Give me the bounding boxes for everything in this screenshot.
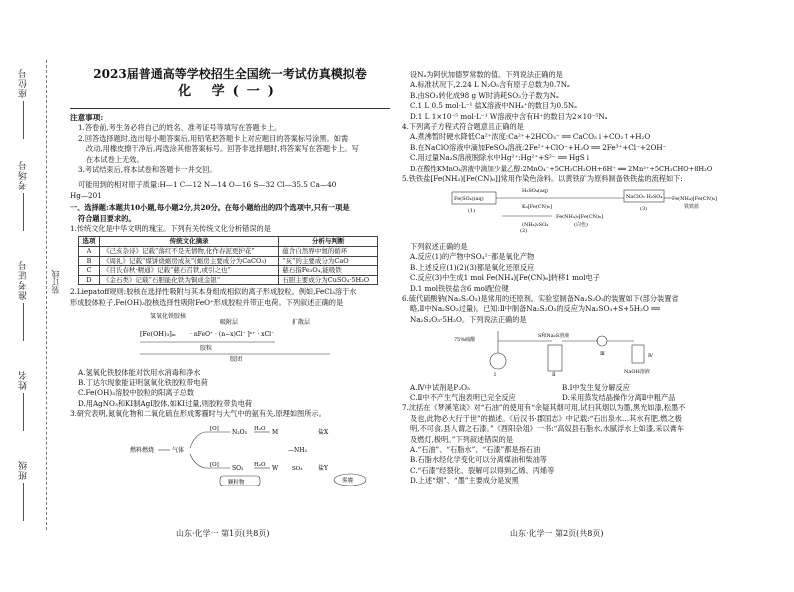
note-item: 3.考试结束后,将本试卷和答题卡一并交回。 xyxy=(78,165,217,175)
question-5-option[interactable]: C.反应(3)中生成1 mol Fe(NH₄)[Fe(CN)₆]转移1 mol电子 xyxy=(410,273,600,283)
question-7-option[interactable]: C.“石漆”经裂化、裂解可以得到乙烯、丙烯等 xyxy=(410,465,555,475)
exam-id-field[interactable]: 准考证号 xyxy=(8,260,38,341)
svg-text:Ⅳ: Ⅳ xyxy=(648,353,653,360)
section1-heading: 符合题目要求的。 xyxy=(78,213,136,223)
svg-text:(NH₄)₂SO₄: (NH₄)₂SO₄ xyxy=(522,222,549,229)
svg-text:Ⅱ: Ⅱ xyxy=(552,372,556,378)
thiosulfate-apparatus-diagram xyxy=(402,327,728,377)
question-4-option[interactable]: B.在NaClO溶液中滴加FeSO₄溶液:2Fe²⁺+ClO⁻+H₂O ══ 2Fe³⁺+Cl⁻+2OH⁻ xyxy=(410,142,667,152)
diagram-label: 胶粒 xyxy=(200,345,213,353)
page-footer-left: 山东·化学一 第1页(共8页) xyxy=(176,529,270,538)
question-6-option[interactable]: A.Ⅳ中试剂是P₂O₅ xyxy=(410,382,470,392)
question-3-cont: 设Nₐ为阿伏加德罗常数的值。下列说法正确的是 xyxy=(410,70,563,79)
question-7-option[interactable]: A.“石油”、“石脂水”、“石漆”都是指石油 xyxy=(410,444,541,454)
svg-text:H₂O: H₂O xyxy=(254,461,266,468)
page-footer-right: 山东·化学一 第2页(共8页) xyxy=(510,529,604,538)
table-row: B 《周礼》记载“煤饼烧蛎房成灰”(蛎房主要成分为CaCO₃) “灰”的主要成分为CaO xyxy=(79,256,378,266)
question-6-option[interactable]: C.Ⅱ中不产生气泡表明已完全反应 xyxy=(410,392,516,402)
question-2-option[interactable]: A.氢氧化铁胶体能对饮用水消毒和净水 xyxy=(78,367,201,377)
svg-text:75%硫酸: 75%硫酸 xyxy=(454,337,476,344)
table-header: 分析与判断 xyxy=(279,237,378,247)
question-6-stem: 略,Ⅱ中Na₂SO₃过量)。已知:Ⅱ中制备Na₂S₂O₃的反应为Na₂SO₃+S+5H₂O ══ xyxy=(410,304,660,314)
table-row: C 《目氏春秋·精通》记载“慈石召铁,或引之也” 慈石指Fe₃O₄,能吸铁 xyxy=(79,266,378,276)
table-row: A 《己亥杂诗》记载“落红不是无情物,化作春泥更护花” 蕴含自然界中氮的循环 xyxy=(79,247,378,257)
question-4-option[interactable]: D.在酸性KMnO₄溶液中滴加少量乙醇:2MnO₄⁻+5CH₃CH₂OH+6H⁺ ══ 2Mn²⁺+5CH₃CHO+8H₂O xyxy=(410,164,713,173)
question-7-option[interactable]: D.上述“烟”、“墨”主要成分是炭黑 xyxy=(410,476,519,486)
binding-dashed-line xyxy=(46,60,47,530)
question-3-option[interactable]: A.标准状况下,2.24 L N₂O₅含有原子总数为0.7Nₐ xyxy=(410,80,570,90)
note-item: 1.答卷前,考生务必将自己的姓名、准考证号等填写在答题卡上。 xyxy=(78,123,282,133)
note-item: 2.回答选择题时,选出每小题答案后,用铅笔把答题卡上对应题目的答案标号涂黑。如需 xyxy=(78,133,349,143)
colloid-structure-diagram xyxy=(70,310,390,362)
svg-text:(白色): (白色) xyxy=(574,222,588,229)
question-5-cont: 下列叙述正确的是 xyxy=(410,241,468,251)
question-5-option[interactable]: A.反应(1)的产物中SO₄²⁻都是氧化产物 xyxy=(410,252,535,262)
diagram-label: [Fe(OH)₃]ₘ xyxy=(140,330,176,339)
svg-text:M: M xyxy=(272,428,279,436)
svg-text:[O]: [O] xyxy=(210,425,219,432)
svg-text:W: W xyxy=(272,464,279,472)
table-row: D 《金石类》记载“石胆能化铁为铜成金银” 石胆主要成分为CuSO₄·5H₂O xyxy=(79,275,378,285)
question-3-option[interactable]: B.由SO₂转化成98 g W时消耗SO₂分子数为Nₐ xyxy=(410,90,559,100)
question-1-stem: 1.传统文化是中华文明的瑰宝。下列有关传统文化分析错误的是 xyxy=(70,224,271,234)
right-column xyxy=(402,70,728,487)
left-column xyxy=(70,66,390,491)
svg-text:SO₂: SO₂ xyxy=(232,464,244,472)
atomic-mass-line: Hg—201 xyxy=(70,190,102,200)
question-3-option[interactable]: C.1 L 0.5 mol·L⁻¹ 盐X溶液中NH₄⁺的数目为0.5Nₐ xyxy=(410,101,577,111)
question-3-option[interactable]: D.1 L 1×10⁻⁵ mol·L⁻¹ W溶液中含有H⁺的数目为2×10⁻⁵Nₐ xyxy=(410,111,608,121)
diagram-label: 吸附层 xyxy=(220,319,239,327)
binding-line-label: 装订线 xyxy=(51,270,60,294)
svg-text:K₃[Fe(CN)₆]: K₃[Fe(CN)₆] xyxy=(522,204,552,211)
svg-text:(3): (3) xyxy=(640,206,648,213)
notes-heading: 注意事项: xyxy=(70,113,104,122)
svg-text:Fe(NH₄)[Fe(CN)₆]: Fe(NH₄)[Fe(CN)₆] xyxy=(672,196,717,203)
svg-text:Fe(NH₄)₂[Fe(CN)₆]: Fe(NH₄)₂[Fe(CN)₆] xyxy=(556,214,603,221)
svg-text:[O]: [O] xyxy=(210,461,219,468)
svg-text:N₂O₅: N₂O₅ xyxy=(232,428,247,436)
question-6-stem: Na₂S₂O₃·5H₂O。下列说法正确的是 xyxy=(410,314,527,324)
svg-text:—NH₃: —NH₃ xyxy=(288,446,307,454)
question-6-stem: 6.硫代硫酸钠(Na₂S₂O₃)是常用的还原剂。实验室制备Na₂S₂O₃的装置如下(部分装置省 xyxy=(402,293,679,303)
section1-heading: 一、选择题:本题共10小题,每小题2分,共20分。在每小题给出的四个选项中,只有一项是 xyxy=(70,203,350,213)
question-6-option[interactable]: D.采用蒸发结晶操作分离Ⅱ中粗产品 xyxy=(562,392,676,402)
svg-text:H₂O: H₂O xyxy=(254,425,266,432)
exam-title: 2023届普通高等学校招生全国统一考试仿真模拟卷 xyxy=(93,67,367,81)
svg-text:Fe(SO₄)(aq): Fe(SO₄)(aq) xyxy=(454,196,484,203)
svg-text:· nFeO⁺ · (n−x)Cl⁻ ]ˣ⁺ · xCl⁻: · nFeO⁺ · (n−x)Cl⁻ ]ˣ⁺ · xCl⁻ xyxy=(190,331,275,339)
diagram-label: 扩散层 xyxy=(292,319,311,327)
diagram-label: 胶团 xyxy=(230,356,243,363)
diagram-label: 气体 xyxy=(172,446,185,454)
svg-text:Ⅰ: Ⅰ xyxy=(494,372,496,378)
note-item: 改动,用橡皮擦干净后,再选涂其他答案标号。回答非选择题时,将答案写在答题卡上。写 xyxy=(86,144,359,154)
question-5-option[interactable]: B.上述反应(1)(2)(3)都是氧化还原反应 xyxy=(410,262,535,272)
table-header: 选项 xyxy=(79,237,100,247)
question-2-option[interactable]: C.Fe(OH)₃溶胶中胶粒的阳离子总数 xyxy=(78,388,195,398)
svg-text:铁铁蓝: 铁铁蓝 xyxy=(684,204,700,211)
diagram-label: 氢氧化铁胶核 xyxy=(150,313,187,321)
question-4-option[interactable]: A.煮沸暂时硬水降低Ca²⁺浓度:Ca²⁺+2HCO₃⁻ ══ CaCO₃↓+CO₂↑+H₂O xyxy=(410,132,651,142)
prussian-blue-flow-diagram xyxy=(402,186,728,236)
question-6-option[interactable]: B.Ⅰ中发生复分解反应 xyxy=(562,382,630,392)
svg-text:(1): (1) xyxy=(468,208,476,215)
haze-formation-diagram xyxy=(70,422,390,486)
svg-text:H₂SO₄(aq): H₂SO₄(aq) xyxy=(522,188,548,195)
binding-strip xyxy=(0,60,66,530)
question-2-option[interactable]: D.用AgNO₃和KI制AgI胶体,如KI过量,则胶粒带负电荷 xyxy=(78,398,253,408)
diagram-label: 燃料燃烧 xyxy=(130,446,155,454)
room-number-field[interactable]: 考场号 xyxy=(8,160,38,231)
table-header: 传统文化摘录 xyxy=(100,237,279,247)
svg-text:雾霾: 雾霾 xyxy=(342,477,354,484)
svg-text:盐Y: 盐Y xyxy=(318,464,328,472)
question-1-table xyxy=(78,236,378,285)
question-2-option[interactable]: B.丁达尔现象能证明氢氧化铁胶粒带电荷 xyxy=(78,378,208,388)
svg-text:SO₃: SO₃ xyxy=(292,465,303,472)
question-5-stem: 5.铁铁盐[Fe(NH₃)[Fe(CN)₆]]常用作染色涂料。以黄铁矿为原料制备铁铁盐的流程如下: xyxy=(402,174,683,184)
exam-subtitle: 化 学(一) xyxy=(178,84,282,99)
question-4-stem: 4.下列离子方程式符合题意且正确的是 xyxy=(402,122,524,132)
question-2-stem: 2.Liepatoff规则:胶核在选择性吸附与其本身组成相似的离子形成胶粒。例如,FeCl₃溶于水 xyxy=(70,287,357,297)
svg-text:S和Na₂S溶液: S和Na₂S溶液 xyxy=(538,333,570,340)
svg-text:颗粒物: 颗粒物 xyxy=(228,479,245,486)
class-field[interactable]: 班级 xyxy=(8,460,38,521)
question-7-option[interactable]: B.石脂水经化学变化可以分离煤油和柴油等 xyxy=(410,455,547,465)
question-7-stem: 7.沈括在《梦溪笔谈》对“石油”的使用有“余疑其烟可用,试扫其烟以为墨,黑光如漆,松墨不 xyxy=(402,403,686,413)
title-rule xyxy=(70,108,390,109)
svg-text:盐X: 盐X xyxy=(318,428,329,436)
atomic-mass-line: 可能用到的相对原子质量:H—1 C—12 N—14 O—16 S—32 Cl—35.5 Ca—40 xyxy=(78,180,337,190)
question-6-options-row xyxy=(402,393,728,403)
svg-text:Ⅲ: Ⅲ xyxy=(600,351,605,358)
seat-number-field[interactable]: 座位号 xyxy=(8,68,38,139)
svg-text:(2): (2) xyxy=(520,228,528,235)
question-3-stem: 3.研究表明,氮氧化物和二氧化硫在形成雾霾时与大气中的氨有关,原理如图所示。 xyxy=(70,409,326,419)
svg-text:NaOH溶液: NaOH溶液 xyxy=(624,369,650,376)
question-7-stem: 及也,此物必大行于世”的描述。《后汉书·郡国志》中记载:“石出泉水…其水有肥,燃之极 xyxy=(410,413,682,423)
question-6-options-row xyxy=(402,383,728,393)
note-item: 在本试卷上无效。 xyxy=(86,154,144,164)
name-field[interactable]: 姓名 xyxy=(8,370,38,431)
question-2-stem: 形成胶体粒子,Fe(OH)₃胶核选择性吸附FeO⁺形成胶粒并带正电荷。下列叙述正确的是 xyxy=(70,297,344,307)
question-7-stem: 及燃灯,极明。”下列叙述错误的是 xyxy=(410,434,513,444)
question-5-option[interactable]: D.1 mol铁铁盐含6 mol配位键 xyxy=(410,283,509,293)
svg-text:NaClO₃ H₂SO₄: NaClO₃ H₂SO₄ xyxy=(626,194,663,201)
question-7-stem: 明,不可食,县人谓之石漆。”《酉阳杂俎》一书:“高奴县石脂水,水腻浮水上如漆,采以膏车 xyxy=(410,424,685,434)
question-4-option[interactable]: C.用过量Na₂S溶液脱除水中Hg²⁺:Hg²⁺+S²⁻ ══ HgS↓ xyxy=(410,153,591,163)
